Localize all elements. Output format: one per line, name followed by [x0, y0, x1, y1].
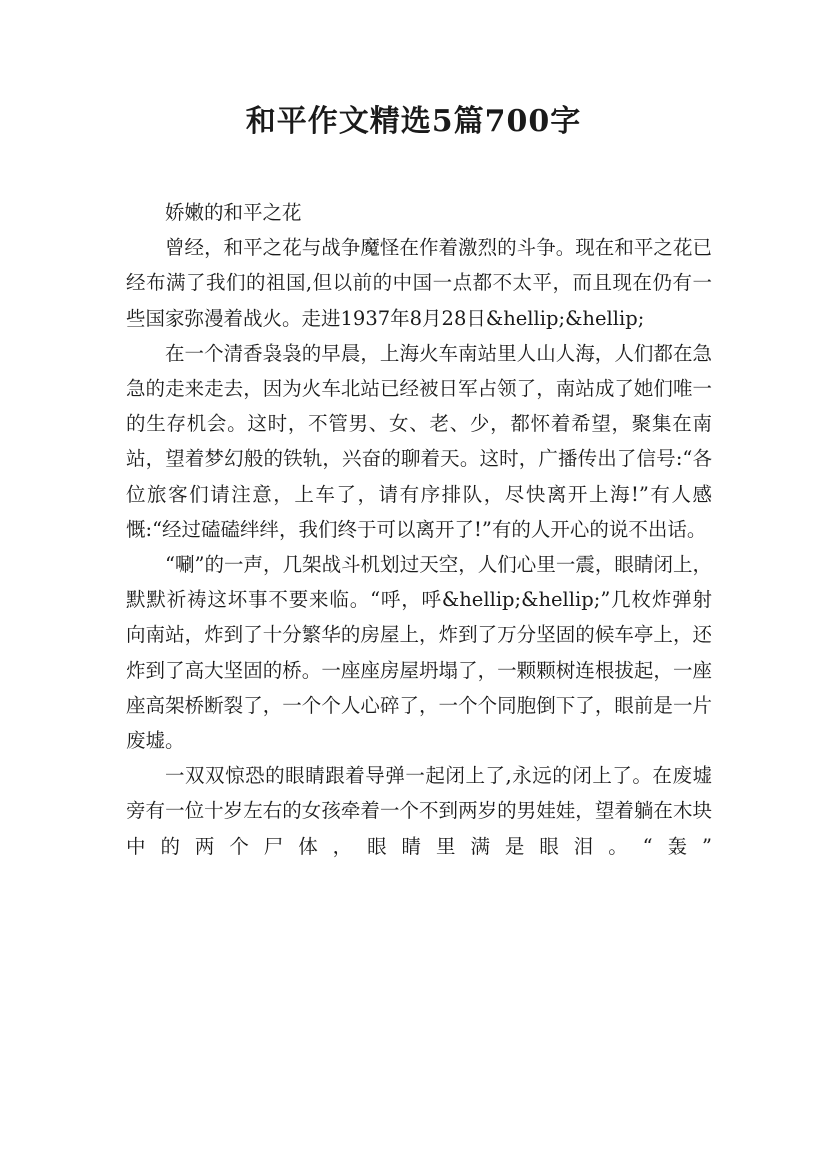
document-title: 和平作文精选5篇700字 [245, 104, 582, 139]
paragraph: “唰”的一声，几架战斗机划过天空，人们心里一震，眼睛闭上，默默祈祷这坏事不要来临。“呼，呼&hellip;&hellip;”几枚炸弹射向南站，炸到了十分繁华的房屋上，炸到了万分坚固的候车亭上，还炸到了高大坚固的桥。一座座房屋坍塌了，一颗颗树连根拔起，一座座高架桥断裂了，一个个人心碎了，一个个同胞倒下了，眼前是一片废墟。 [126, 553, 712, 753]
section-heading: 娇嫩的和平之花 [165, 201, 302, 224]
paragraph: 曾经，和平之花与战争魔怪在作着激烈的斗争。现在和平之花已经布满了我们的祖国,但以前的中国一点都不太平，而且现在仍有一些国家弥漫着战火。走进1937年8月28日&hellip;&hellip; [126, 236, 712, 330]
paragraph: 在一个清香袅袅的早晨，上海火车南站里人山人海，人们都在急急的走来走去，因为火车北站已经被日军占领了，南站成了她们唯一的生存机会。这时，不管男、女、老、少，都怀着希望，聚集在南站，望着梦幻般的铁轨，兴奋的聊着天。这时，广播传出了信号:“各位旅客们请注意，上车了，请有序排队，尽快离开上海!”有人感慨:“经过磕磕绊绊，我们终于可以离开了!”有的人开心的说不出话。 [126, 341, 712, 541]
paragraph: 一双双惊恐的眼睛跟着导弹一起闭上了,永远的闭上了。在废墟旁有一位十岁左右的女孩牵着一个不到两岁的男娃娃，望着躺在木块中的两个尸体，眼睛里满是眼泪。“轰” [126, 764, 712, 858]
document-body [126, 195, 712, 864]
